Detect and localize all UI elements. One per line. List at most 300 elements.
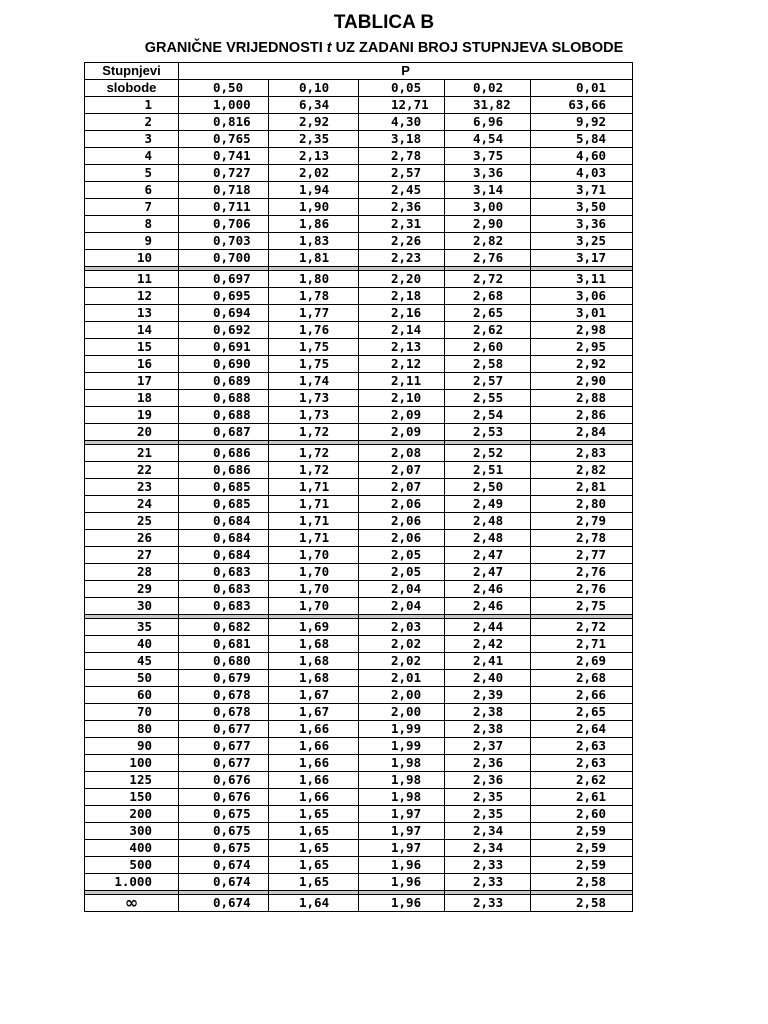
df-header-line2: slobode xyxy=(85,80,179,97)
t-value-cell: 1,71 xyxy=(269,530,359,547)
t-value-cell: 2,54 xyxy=(445,407,531,424)
t-distribution-table xyxy=(84,62,633,912)
t-value-cell: 2,44 xyxy=(445,619,531,636)
t-value-cell: 2,59 xyxy=(531,857,633,874)
table-row xyxy=(85,373,633,390)
t-value-cell: 0,691 xyxy=(179,339,269,356)
df-cell: 50 xyxy=(85,670,179,687)
t-value-cell: 2,83 xyxy=(531,445,633,462)
t-value-cell: 2,00 xyxy=(359,687,445,704)
t-value-cell: 0,676 xyxy=(179,789,269,806)
t-value-cell: 1,70 xyxy=(269,547,359,564)
t-value-cell: 1,86 xyxy=(269,216,359,233)
t-value-cell: 0,741 xyxy=(179,148,269,165)
table-row xyxy=(85,704,633,721)
df-cell: 12 xyxy=(85,288,179,305)
t-value-cell: 2,59 xyxy=(531,823,633,840)
t-value-cell: 1,67 xyxy=(269,704,359,721)
t-value-cell: 6,34 xyxy=(269,97,359,114)
table-row xyxy=(85,895,633,912)
table-row xyxy=(85,407,633,424)
t-value-cell: 2,78 xyxy=(531,530,633,547)
t-value-cell: 4,54 xyxy=(445,131,531,148)
t-value-cell: 2,34 xyxy=(445,840,531,857)
t-value-cell: 0,683 xyxy=(179,564,269,581)
t-value-cell: 2,07 xyxy=(359,462,445,479)
t-value-cell: 2,03 xyxy=(359,619,445,636)
df-cell: 30 xyxy=(85,598,179,615)
df-cell: ∞ xyxy=(85,895,179,912)
t-value-cell: 1,66 xyxy=(269,789,359,806)
table-row xyxy=(85,233,633,250)
t-value-cell: 2,63 xyxy=(531,755,633,772)
t-value-cell: 0,675 xyxy=(179,823,269,840)
t-value-cell: 0,686 xyxy=(179,462,269,479)
t-value-cell: 1,000 xyxy=(179,97,269,114)
header-row-probabilities xyxy=(85,80,633,97)
t-value-cell: 2,01 xyxy=(359,670,445,687)
t-value-cell: 0,674 xyxy=(179,874,269,891)
df-cell: 16 xyxy=(85,356,179,373)
df-cell: 22 xyxy=(85,462,179,479)
t-value-cell: 0,684 xyxy=(179,513,269,530)
t-value-cell: 0,677 xyxy=(179,755,269,772)
df-cell: 23 xyxy=(85,479,179,496)
t-value-cell: 2,92 xyxy=(531,356,633,373)
df-cell: 17 xyxy=(85,373,179,390)
t-value-cell: 1,64 xyxy=(269,895,359,912)
t-value-cell: 1,66 xyxy=(269,738,359,755)
t-value-cell: 1,78 xyxy=(269,288,359,305)
t-value-cell: 2,71 xyxy=(531,636,633,653)
t-value-cell: 2,86 xyxy=(531,407,633,424)
t-value-cell: 0,687 xyxy=(179,424,269,441)
t-value-cell: 0,727 xyxy=(179,165,269,182)
t-value-cell: 1,97 xyxy=(359,840,445,857)
table-row xyxy=(85,479,633,496)
t-value-cell: 0,677 xyxy=(179,721,269,738)
t-value-cell: 1,71 xyxy=(269,479,359,496)
t-value-cell: 1,98 xyxy=(359,755,445,772)
t-value-cell: 2,61 xyxy=(531,789,633,806)
t-value-cell: 2,63 xyxy=(531,738,633,755)
df-cell: 11 xyxy=(85,271,179,288)
t-value-cell: 2,90 xyxy=(445,216,531,233)
t-value-cell: 1,67 xyxy=(269,687,359,704)
t-value-cell: 2,18 xyxy=(359,288,445,305)
t-value-cell: 2,57 xyxy=(359,165,445,182)
t-value-cell: 2,23 xyxy=(359,250,445,267)
t-value-cell: 2,59 xyxy=(531,840,633,857)
t-value-cell: 2,36 xyxy=(445,755,531,772)
t-value-cell: 2,13 xyxy=(269,148,359,165)
t-value-cell: 3,06 xyxy=(531,288,633,305)
df-cell: 13 xyxy=(85,305,179,322)
t-value-cell: 0,700 xyxy=(179,250,269,267)
t-value-cell: 5,84 xyxy=(531,131,633,148)
t-value-cell: 31,82 xyxy=(445,97,531,114)
t-value-cell: 0,706 xyxy=(179,216,269,233)
t-value-cell: 1,73 xyxy=(269,407,359,424)
table-row xyxy=(85,721,633,738)
t-value-cell: 0,689 xyxy=(179,373,269,390)
t-value-cell: 2,06 xyxy=(359,530,445,547)
t-value-cell: 2,75 xyxy=(531,598,633,615)
t-value-cell: 0,686 xyxy=(179,445,269,462)
table-row xyxy=(85,564,633,581)
table-row xyxy=(85,424,633,441)
t-value-cell: 1,73 xyxy=(269,390,359,407)
t-value-cell: 2,64 xyxy=(531,721,633,738)
df-cell: 80 xyxy=(85,721,179,738)
t-value-cell: 1,98 xyxy=(359,772,445,789)
table-row xyxy=(85,772,633,789)
t-value-cell: 2,68 xyxy=(531,670,633,687)
t-value-cell: 0,675 xyxy=(179,806,269,823)
t-value-cell: 2,62 xyxy=(445,322,531,339)
t-value-cell: 1,97 xyxy=(359,823,445,840)
prob-header-005: 0,05 xyxy=(359,80,445,97)
df-cell: 90 xyxy=(85,738,179,755)
t-value-cell: 0,690 xyxy=(179,356,269,373)
t-value-cell: 2,40 xyxy=(445,670,531,687)
table-row xyxy=(85,97,633,114)
t-value-cell: 1,72 xyxy=(269,445,359,462)
t-value-cell: 2,46 xyxy=(445,581,531,598)
t-value-cell: 1,66 xyxy=(269,772,359,789)
t-value-cell: 1,65 xyxy=(269,823,359,840)
df-cell: 7 xyxy=(85,199,179,216)
t-value-cell: 2,12 xyxy=(359,356,445,373)
t-value-cell: 2,39 xyxy=(445,687,531,704)
t-value-cell: 2,35 xyxy=(269,131,359,148)
t-value-cell: 0,674 xyxy=(179,857,269,874)
t-value-cell: 2,20 xyxy=(359,271,445,288)
t-value-cell: 2,79 xyxy=(531,513,633,530)
prob-header-050: 0,50 xyxy=(179,80,269,97)
table-row xyxy=(85,165,633,182)
t-value-cell: 2,51 xyxy=(445,462,531,479)
df-cell: 8 xyxy=(85,216,179,233)
p-header: P xyxy=(179,63,633,80)
table-row xyxy=(85,288,633,305)
t-value-cell: 2,69 xyxy=(531,653,633,670)
t-value-cell: 3,00 xyxy=(445,199,531,216)
subtitle-prefix: GRANIČNE VRIJEDNOSTI xyxy=(144,40,323,56)
t-value-cell: 2,62 xyxy=(531,772,633,789)
t-value-cell: 2,68 xyxy=(445,288,531,305)
t-value-cell: 0,683 xyxy=(179,598,269,615)
table-row xyxy=(85,755,633,772)
table-title: TABLICA B xyxy=(333,12,435,33)
table-row xyxy=(85,322,633,339)
t-value-cell: 0,695 xyxy=(179,288,269,305)
t-value-cell: 2,88 xyxy=(531,390,633,407)
t-value-cell: 2,80 xyxy=(531,496,633,513)
t-value-cell: 2,65 xyxy=(445,305,531,322)
t-value-cell: 1,66 xyxy=(269,755,359,772)
subtitle-variable: t xyxy=(326,40,332,56)
t-value-cell: 1,68 xyxy=(269,670,359,687)
t-value-cell: 63,66 xyxy=(531,97,633,114)
t-value-cell: 2,48 xyxy=(445,530,531,547)
t-value-cell: 1,65 xyxy=(269,874,359,891)
t-value-cell: 2,58 xyxy=(531,895,633,912)
t-value-cell: 0,681 xyxy=(179,636,269,653)
t-value-cell: 2,66 xyxy=(531,687,633,704)
t-value-cell: 2,82 xyxy=(445,233,531,250)
t-value-cell: 2,16 xyxy=(359,305,445,322)
t-value-cell: 1,72 xyxy=(269,424,359,441)
t-value-cell: 2,81 xyxy=(531,479,633,496)
t-value-cell: 2,95 xyxy=(531,339,633,356)
t-value-cell: 1,80 xyxy=(269,271,359,288)
t-value-cell: 2,06 xyxy=(359,496,445,513)
table-row xyxy=(85,356,633,373)
t-value-cell: 12,71 xyxy=(359,97,445,114)
df-cell: 1.000 xyxy=(85,874,179,891)
df-cell: 1 xyxy=(85,97,179,114)
t-value-cell: 0,677 xyxy=(179,738,269,755)
df-cell: 2 xyxy=(85,114,179,131)
df-cell: 19 xyxy=(85,407,179,424)
t-value-cell: 0,703 xyxy=(179,233,269,250)
t-value-cell: 2,04 xyxy=(359,598,445,615)
t-value-cell: 0,679 xyxy=(179,670,269,687)
df-cell: 5 xyxy=(85,165,179,182)
df-cell: 40 xyxy=(85,636,179,653)
table-row xyxy=(85,581,633,598)
table-row xyxy=(85,390,633,407)
t-value-cell: 0,718 xyxy=(179,182,269,199)
df-cell: 4 xyxy=(85,148,179,165)
t-value-cell: 2,52 xyxy=(445,445,531,462)
table-row xyxy=(85,513,633,530)
t-value-cell: 4,30 xyxy=(359,114,445,131)
t-value-cell: 1,76 xyxy=(269,322,359,339)
t-value-cell: 0,694 xyxy=(179,305,269,322)
t-value-cell: 1,70 xyxy=(269,581,359,598)
table-subtitle xyxy=(0,40,768,56)
t-value-cell: 2,50 xyxy=(445,479,531,496)
t-value-cell: 2,53 xyxy=(445,424,531,441)
t-value-cell: 1,72 xyxy=(269,462,359,479)
t-value-cell: 0,688 xyxy=(179,390,269,407)
t-value-cell: 2,02 xyxy=(269,165,359,182)
subtitle-suffix: UZ ZADANI BROJ STUPNJEVA SLOBODE xyxy=(335,40,624,56)
table-body xyxy=(85,97,633,912)
df-header-line1: Stupnjevi xyxy=(85,63,179,80)
t-value-cell: 2,84 xyxy=(531,424,633,441)
t-value-cell: 2,33 xyxy=(445,874,531,891)
t-value-cell: 1,77 xyxy=(269,305,359,322)
df-cell: 26 xyxy=(85,530,179,547)
t-value-cell: 2,02 xyxy=(359,653,445,670)
t-value-cell: 2,98 xyxy=(531,322,633,339)
t-value-cell: 2,35 xyxy=(445,789,531,806)
t-value-cell: 1,94 xyxy=(269,182,359,199)
t-value-cell: 1,66 xyxy=(269,721,359,738)
df-cell: 24 xyxy=(85,496,179,513)
t-value-cell: 3,25 xyxy=(531,233,633,250)
df-cell: 150 xyxy=(85,789,179,806)
df-cell: 35 xyxy=(85,619,179,636)
prob-header-010: 0,10 xyxy=(269,80,359,97)
t-value-cell: 3,11 xyxy=(531,271,633,288)
t-value-cell: 0,685 xyxy=(179,479,269,496)
t-value-cell: 2,92 xyxy=(269,114,359,131)
df-cell: 15 xyxy=(85,339,179,356)
t-value-cell: 2,48 xyxy=(445,513,531,530)
table-row xyxy=(85,339,633,356)
t-value-cell: 1,65 xyxy=(269,857,359,874)
t-value-cell: 2,05 xyxy=(359,564,445,581)
table-row xyxy=(85,636,633,653)
t-value-cell: 1,75 xyxy=(269,356,359,373)
t-value-cell: 2,31 xyxy=(359,216,445,233)
t-value-cell: 2,58 xyxy=(531,874,633,891)
t-value-cell: 1,98 xyxy=(359,789,445,806)
t-value-cell: 1,97 xyxy=(359,806,445,823)
t-value-cell: 1,65 xyxy=(269,840,359,857)
t-value-cell: 0,676 xyxy=(179,772,269,789)
df-cell: 60 xyxy=(85,687,179,704)
t-value-cell: 2,36 xyxy=(445,772,531,789)
t-value-cell: 1,96 xyxy=(359,857,445,874)
table-row xyxy=(85,445,633,462)
t-value-cell: 1,70 xyxy=(269,598,359,615)
df-cell: 200 xyxy=(85,806,179,823)
t-value-cell: 2,41 xyxy=(445,653,531,670)
t-value-cell: 1,68 xyxy=(269,653,359,670)
df-cell: 45 xyxy=(85,653,179,670)
df-cell: 500 xyxy=(85,857,179,874)
t-value-cell: 3,14 xyxy=(445,182,531,199)
header-row-p xyxy=(85,63,633,80)
table-row xyxy=(85,653,633,670)
df-cell: 29 xyxy=(85,581,179,598)
t-value-cell: 2,02 xyxy=(359,636,445,653)
t-value-cell: 2,45 xyxy=(359,182,445,199)
t-value-cell: 0,684 xyxy=(179,547,269,564)
table-row xyxy=(85,687,633,704)
t-value-cell: 2,47 xyxy=(445,564,531,581)
df-cell: 25 xyxy=(85,513,179,530)
table-row xyxy=(85,148,633,165)
t-value-cell: 0,692 xyxy=(179,322,269,339)
df-cell: 70 xyxy=(85,704,179,721)
table-row xyxy=(85,462,633,479)
t-value-cell: 2,35 xyxy=(445,806,531,823)
t-value-cell: 2,42 xyxy=(445,636,531,653)
t-value-cell: 1,83 xyxy=(269,233,359,250)
table-row xyxy=(85,806,633,823)
t-value-cell: 1,68 xyxy=(269,636,359,653)
t-value-cell: 0,680 xyxy=(179,653,269,670)
t-value-cell: 3,01 xyxy=(531,305,633,322)
prob-header-002: 0,02 xyxy=(445,80,531,97)
t-value-cell: 2,37 xyxy=(445,738,531,755)
t-value-cell: 1,69 xyxy=(269,619,359,636)
t-value-cell: 0,711 xyxy=(179,199,269,216)
t-value-cell: 2,14 xyxy=(359,322,445,339)
t-value-cell: 0,674 xyxy=(179,895,269,912)
t-value-cell: 3,75 xyxy=(445,148,531,165)
t-value-cell: 2,72 xyxy=(531,619,633,636)
t-value-cell: 2,06 xyxy=(359,513,445,530)
t-value-cell: 0,765 xyxy=(179,131,269,148)
t-value-cell: 0,682 xyxy=(179,619,269,636)
table-row xyxy=(85,670,633,687)
t-value-cell: 3,17 xyxy=(531,250,633,267)
t-value-cell: 1,99 xyxy=(359,721,445,738)
t-value-cell: 3,36 xyxy=(531,216,633,233)
t-value-cell: 2,38 xyxy=(445,721,531,738)
t-value-cell: 2,49 xyxy=(445,496,531,513)
df-cell: 6 xyxy=(85,182,179,199)
table-row xyxy=(85,823,633,840)
df-cell: 20 xyxy=(85,424,179,441)
table-row xyxy=(85,131,633,148)
t-value-cell: 2,07 xyxy=(359,479,445,496)
t-value-cell: 2,38 xyxy=(445,704,531,721)
t-value-cell: 2,65 xyxy=(531,704,633,721)
t-value-cell: 0,678 xyxy=(179,687,269,704)
t-value-cell: 0,688 xyxy=(179,407,269,424)
table-row xyxy=(85,216,633,233)
t-value-cell: 2,76 xyxy=(445,250,531,267)
table-row xyxy=(85,857,633,874)
prob-header-001: 0,01 xyxy=(531,80,633,97)
table-row xyxy=(85,789,633,806)
t-value-cell: 2,36 xyxy=(359,199,445,216)
df-cell: 100 xyxy=(85,755,179,772)
t-value-cell: 2,78 xyxy=(359,148,445,165)
df-cell: 3 xyxy=(85,131,179,148)
t-value-cell: 1,96 xyxy=(359,895,445,912)
t-value-cell: 3,18 xyxy=(359,131,445,148)
t-value-cell: 1,90 xyxy=(269,199,359,216)
t-value-cell: 2,60 xyxy=(531,806,633,823)
table-row xyxy=(85,738,633,755)
t-value-cell: 2,90 xyxy=(531,373,633,390)
t-value-cell: 3,36 xyxy=(445,165,531,182)
table-row xyxy=(85,250,633,267)
t-value-cell: 2,72 xyxy=(445,271,531,288)
t-value-cell: 2,76 xyxy=(531,564,633,581)
t-value-cell: 2,33 xyxy=(445,857,531,874)
t-value-cell: 2,77 xyxy=(531,547,633,564)
t-value-cell: 0,683 xyxy=(179,581,269,598)
df-cell: 300 xyxy=(85,823,179,840)
df-cell: 27 xyxy=(85,547,179,564)
t-value-cell: 6,96 xyxy=(445,114,531,131)
t-value-cell: 0,675 xyxy=(179,840,269,857)
table-row xyxy=(85,619,633,636)
table-row xyxy=(85,114,633,131)
t-value-cell: 2,05 xyxy=(359,547,445,564)
t-value-cell: 0,678 xyxy=(179,704,269,721)
t-value-cell: 2,57 xyxy=(445,373,531,390)
df-cell: 18 xyxy=(85,390,179,407)
t-value-cell: 2,13 xyxy=(359,339,445,356)
t-value-cell: 2,46 xyxy=(445,598,531,615)
t-value-cell: 2,33 xyxy=(445,895,531,912)
t-value-cell: 0,685 xyxy=(179,496,269,513)
df-cell: 10 xyxy=(85,250,179,267)
df-cell: 21 xyxy=(85,445,179,462)
t-value-cell: 2,09 xyxy=(359,424,445,441)
